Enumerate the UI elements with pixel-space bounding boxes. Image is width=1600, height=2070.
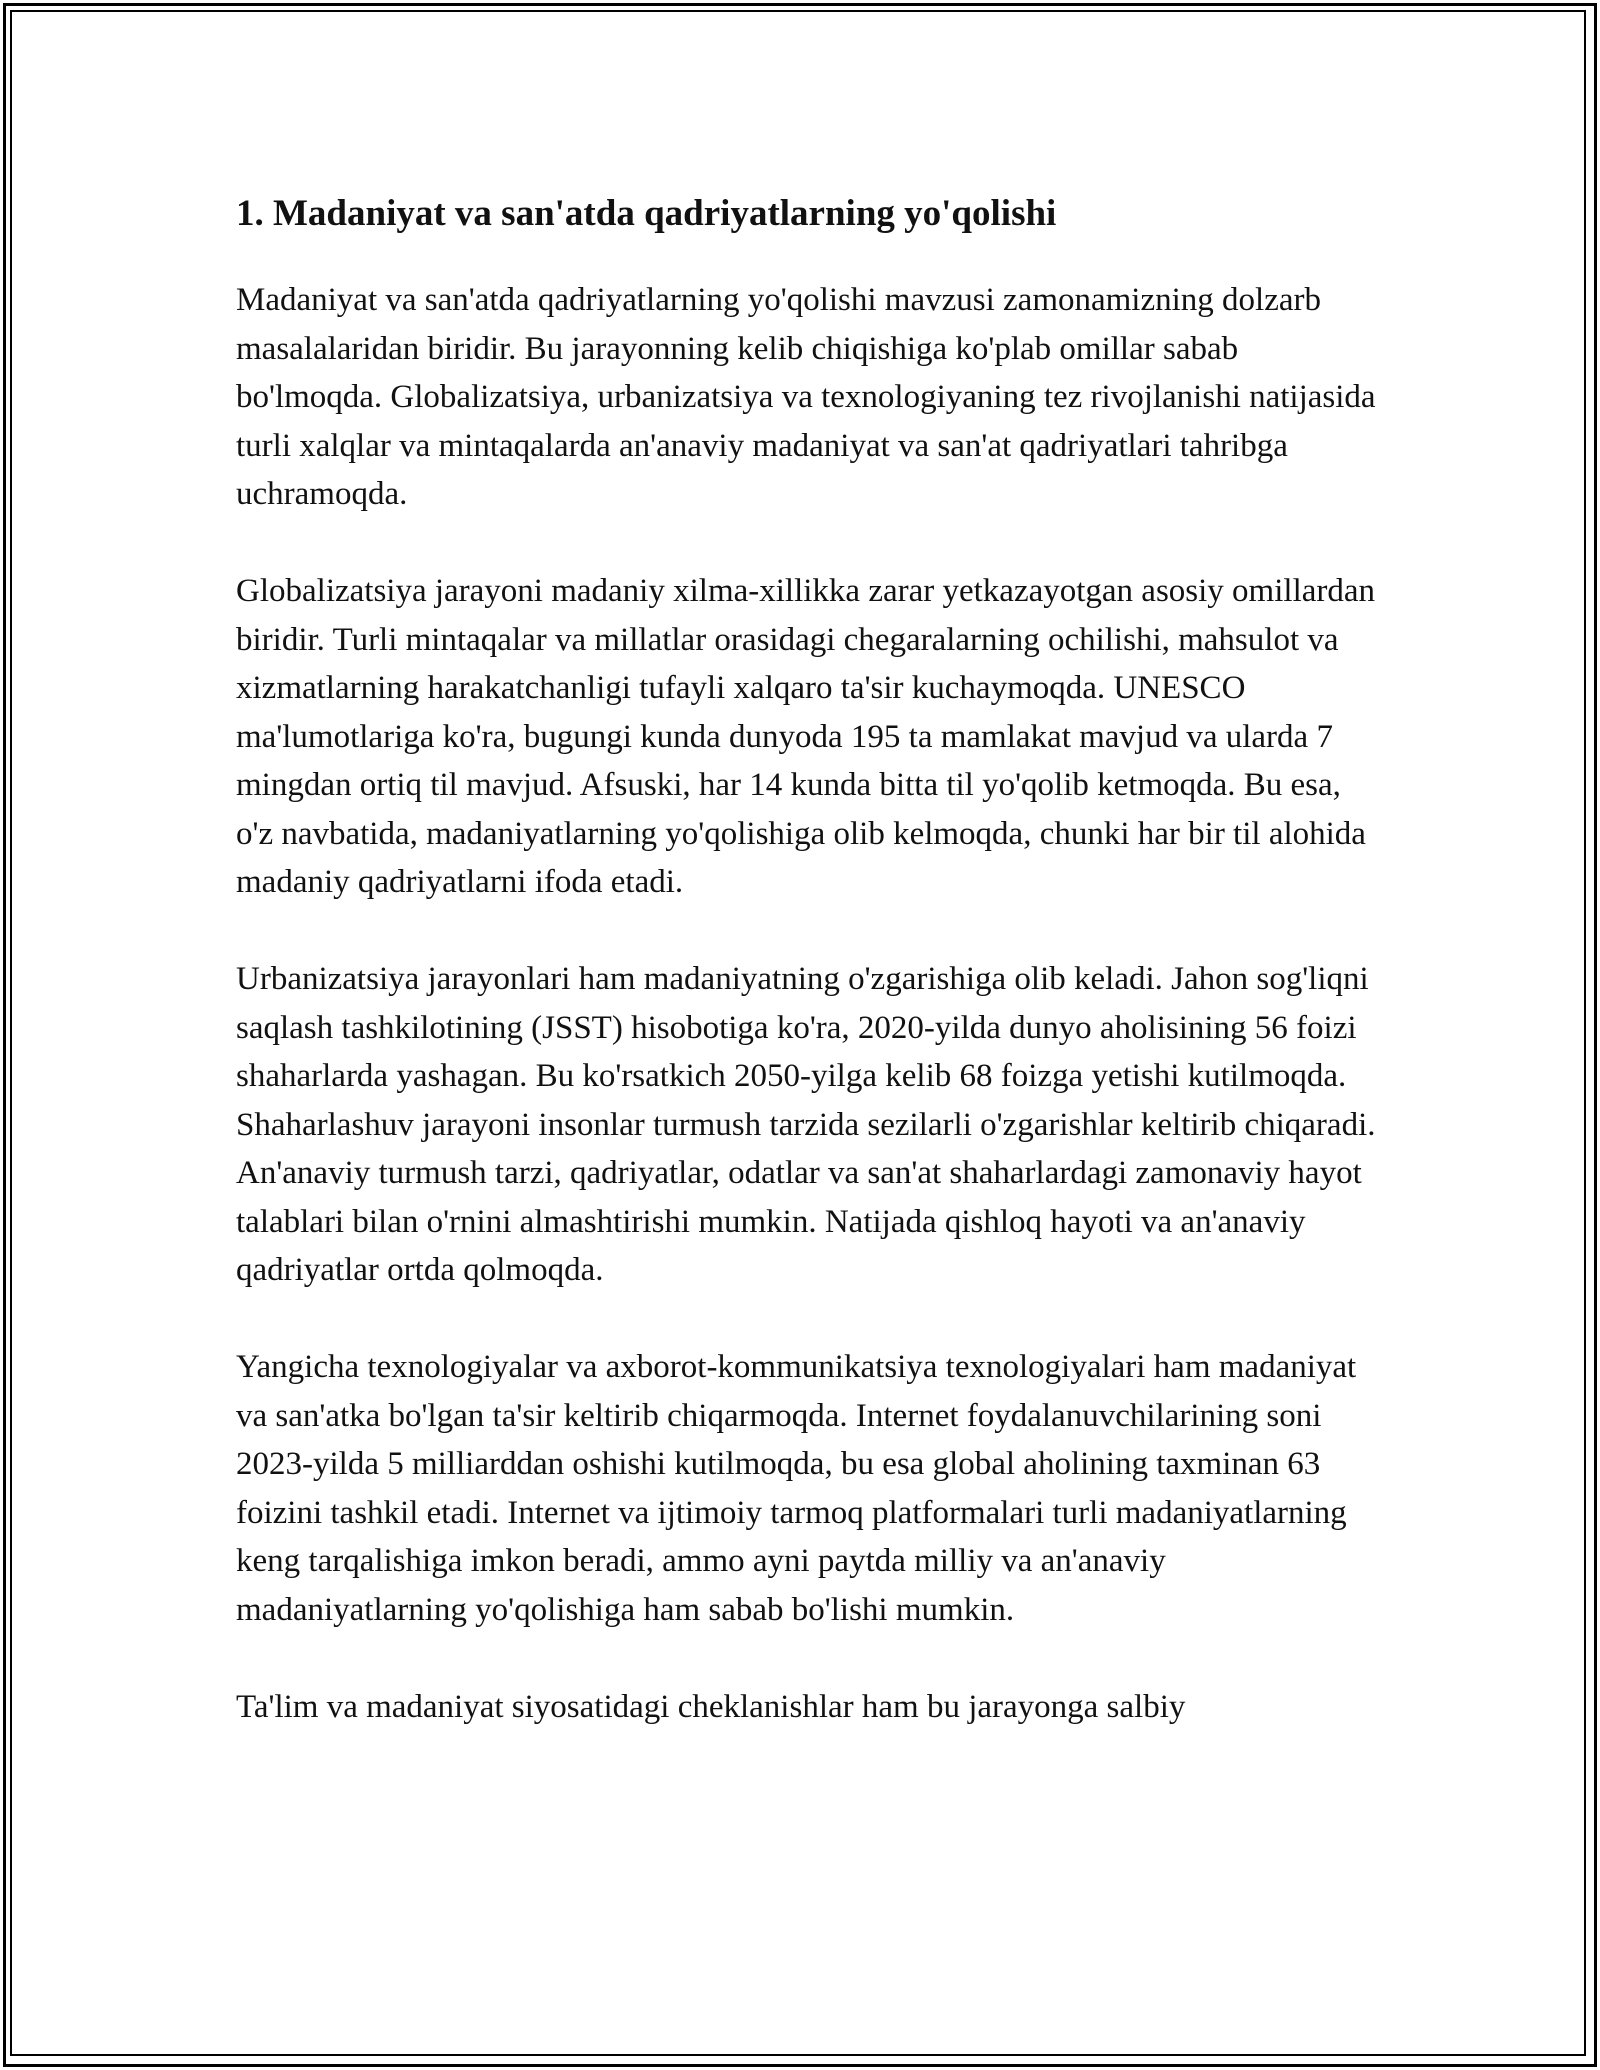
paragraph-technology: Yangicha texnologiyalar va axborot-kommunikatsiya texnologiyalari ham madaniyat va san'atka bo'lgan ta'sir keltirib chiqarmoqda. Internet foydalanuvchilarining soni 2023-yilda 5 milliarddan oshishi kutilmoqda, bu esa global aholining taxminan 63 foizini tashkil etadi. Internet va ijtimoiy tarmoq platformalari turli madaniyatlarning keng tarqalishiga imkon beradi, ammo ayni paytda milliy va an'anaviy madaniyatlarning yo'qolishiga ham sabab bo'lishi mumkin. [236,1349,1357,1628]
paragraph-urbanization: Urbanizatsiya jarayonlari ham madaniyatning o'zgarishiga olib keladi. Jahon sog'liqni saqlash tashkilotining (JSST) hisobotiga ko'ra, 2020-yilda dunyo aholisining 56 foizi shaharlarda yashagan. Bu ko'rsatkich 2050-yilga kelib 68 foizga yetishi kutilmoqda. Shaharlashuv jarayoni insonlar turmush tarzida sezilarli o'zgarishlar keltirib chiqaradi. An'anaviy turmush tarzi, qadriyatlar, odatlar va san'at shaharlardagi zamonaviy hayot talablari bilan o'rnini almashtirishi mumkin. Natijada qishloq hayoti va an'anaviy qadriyatlar ortda qolmoqda. [236,961,1376,1288]
paragraph-education: Ta'lim va madaniyat siyosatidagi cheklanishlar ham bu jarayonga salbiy [236,1688,1186,1725]
paragraph-intro: Madaniyat va san'atda qadriyatlarning yo'qolishi mavzusi zamonamizning dolzarb masalalaridan biridir. Bu jarayonning kelib chiqishiga ko'plab omillar sabab bo'lmoqda. Globalizatsiya, urbanizatsiya va texnologiyaning tez rivojlanishi natijasida turli xalqlar va mintaqalarda an'anaviy madaniyat va san'at qadriyatlari tahribga uchramoqda. [236,282,1376,512]
document-body [236,186,1386,1780]
paragraph-globalization: Globalizatsiya jarayoni madaniy xilma-xillikka zarar yetkazayotgan asosiy omillardan biridir. Turli mintaqalar va millatlar orasidagi chegaralarning ochilishi, mahsulot va xizmatlarning harakatchanligi tufayli xalqaro ta'sir kuchaymoqda. UNESCO ma'lumotlariga ko'ra, bugungi kunda dunyoda 195 ta mamlakat mavjud va ularda 7 mingdan ortiq til mavjud. Afsuski, har 14 kunda bitta til yo'qolib ketmoqda. Bu esa, o'z navbatida, madaniyatlarning yo'qolishiga olib kelmoqda, chunki har bir til alohida madaniy qadriyatlarni ifoda etadi. [236,573,1376,900]
section-heading: 1. Madaniyat va san'atda qadriyatlarning yo'qolishi [236,193,1057,234]
